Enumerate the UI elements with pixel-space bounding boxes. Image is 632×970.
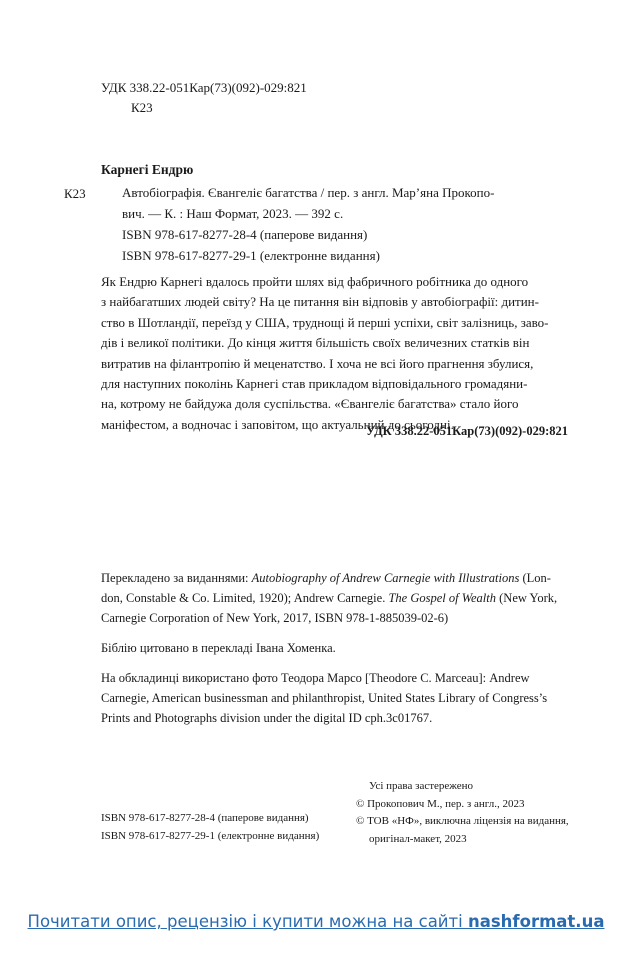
annotation bbox=[101, 272, 567, 435]
translation-credits bbox=[101, 568, 557, 728]
copyright-line: © ТОВ «НФ», виключна ліцензія на видання, bbox=[356, 815, 569, 827]
biblio-line: Автобіографія. Євангеліє багатства / пер. з англ. Мар’яна Прокопо- bbox=[122, 185, 495, 200]
isbn-paper: ISBN 978-617-8277-28-4 (паперове видання) bbox=[101, 812, 309, 824]
isbn-electronic: ISBN 978-617-8277-29-1 (електронне видання) bbox=[122, 248, 380, 263]
annotation-line: маніфестом, а водночас і заповітом, що актуальний до сьогодні. bbox=[101, 416, 454, 432]
annotation-line: ство в Шотландії, переїзд у США, труднощі й перші успіхи, світ залізниць, заво- bbox=[101, 314, 549, 330]
author-name: Карнегі Ендрю bbox=[101, 162, 194, 177]
isbn-footer bbox=[101, 810, 319, 845]
bibliographic-record bbox=[122, 182, 494, 266]
copyright-line: оригінал-макет, 2023 bbox=[369, 832, 467, 845]
translated-label: Перекладено за виданнями: bbox=[101, 571, 252, 585]
isbn-electronic: ISBN 978-617-8277-29-1 (електронне видання) bbox=[101, 829, 320, 842]
cover-note-line: На обкладинці використано фото Теодора Марсо [Theodore C. Marceau]: Andrew bbox=[101, 671, 530, 685]
cutter-code: К23 bbox=[64, 186, 86, 201]
source-detail: (New York, bbox=[496, 591, 558, 605]
udk-code-right: УДК 338.22-051Кар(73)(092)-029:821 bbox=[366, 424, 568, 438]
translated-from-line bbox=[101, 568, 557, 588]
udk-header bbox=[101, 78, 307, 118]
translated-from-line bbox=[101, 588, 557, 608]
annotation-line: з найбагатших людей світу? На це питання він відповів у автобіографії: дитин- bbox=[101, 294, 539, 310]
translated-from-line: Carnegie Corporation of New York, 2017, ISBN 978-1-885039-02-6) bbox=[101, 611, 449, 625]
purchase-link-text[interactable]: Почитати опис, рецензію і купити можна на сайті bbox=[27, 912, 468, 931]
bible-note: Біблію цитовано в перекладі Івана Хоменка. bbox=[101, 641, 336, 655]
author-index: К23 bbox=[131, 100, 153, 115]
annotation-line: дів і великої політики. До кінця життя більшість своїх величезних статків він bbox=[101, 335, 530, 351]
source-detail: don, Constable & Co. Limited, 1920); Andrew Carnegie. bbox=[101, 591, 389, 605]
udk-code: УДК 338.22-051Кар(73)(092)-029:821 bbox=[101, 80, 307, 95]
copyright-line: © Прокопович М., пер. з англ., 2023 bbox=[356, 797, 525, 810]
isbn-paper: ISBN 978-617-8277-28-4 (паперове видання) bbox=[122, 227, 368, 242]
isbn-list bbox=[122, 224, 494, 266]
copyright-block bbox=[356, 778, 569, 848]
cover-note-line: Carnegie, American businessman and philanthropist, United States Library of Congress’s bbox=[101, 691, 548, 705]
annotation-line: для наступних поколінь Карнегі став прикладом відповідального громадяни- bbox=[101, 376, 528, 392]
source-detail: (Lon- bbox=[519, 571, 551, 585]
rights-reserved: Усі права застережено bbox=[369, 780, 474, 792]
source-title: Autobiography of Andrew Carnegie with Illustrations bbox=[251, 571, 520, 585]
cover-note-line: Prints and Photographs division under the digital ID cph.3c01767. bbox=[101, 711, 433, 725]
biblio-line: вич. — К. : Наш Формат, 2023. — 392 с. bbox=[122, 206, 344, 221]
source-title: The Gospel of Wealth bbox=[388, 591, 496, 605]
purchase-link[interactable] bbox=[0, 912, 632, 931]
annotation-line: на, котрому не байдужа доля суспільства. «Євангеліє багатства» стало його bbox=[101, 396, 519, 412]
annotation-line: Як Ендрю Карнегі вдалось пройти шлях від фабричного робітника до одного bbox=[101, 274, 529, 289]
annotation-line: витратив на філантропію й меценатство. І хоча не всі його прагнення збулися, bbox=[101, 355, 534, 371]
site-link[interactable]: nashformat.ua bbox=[467, 912, 605, 931]
